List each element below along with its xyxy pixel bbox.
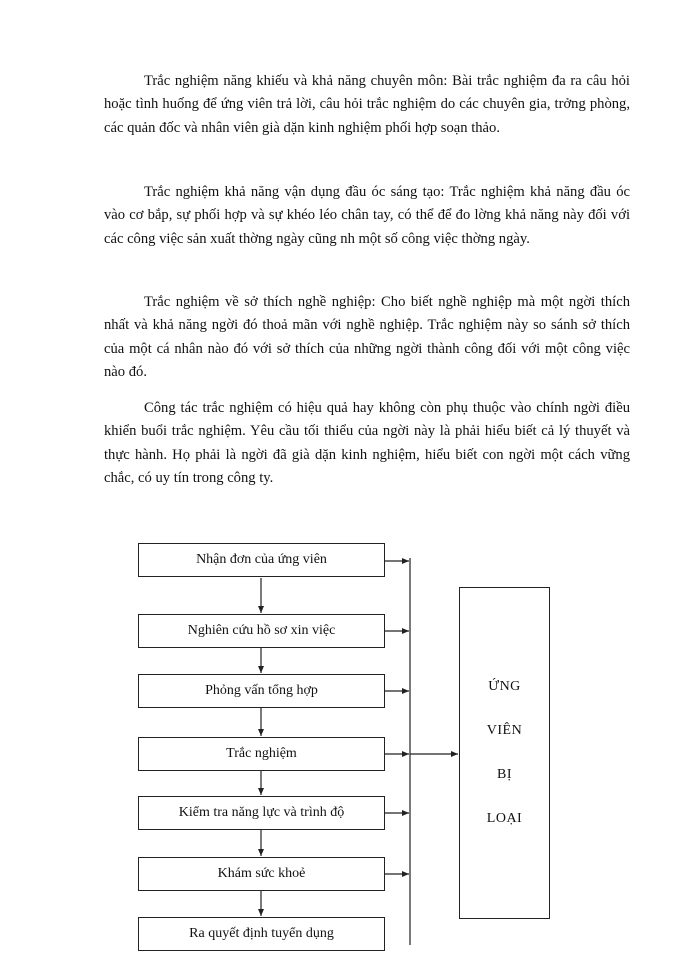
step-label: Trắc nghiệm: [226, 746, 297, 761]
step-label: Ra quyết định tuyển dụng: [189, 926, 334, 941]
paragraph-text: Công tác trắc nghiệm có hiệu quả hay không còn phụ thuộc vào chính ngời điều khiển buổi trắc nghiệm. Yêu cầu tối thiểu của ngời này là phải hiểu biết cả lý thuyết và thực hành. Họ phải là ngời đã già dặn kinh nghiệm, hiểu biết con ngời một cách vững chắc, có uy tín trong công ty.: [104, 400, 630, 487]
step-health-check: [138, 857, 385, 891]
paragraph-text: Trắc nghiệm về sở thích nghề nghiệp: Cho biết nghề nghiệp mà một ngời thích nhất và khả năng ngời đó thoả mãn với nghề nghiệp. Trắc nghiệm này so sánh sở thích của một cá nhân nào đó với sở thích của những ngời thành công đối với một công việc nào đó.: [104, 294, 630, 381]
step-testing: [138, 737, 385, 771]
step-label: Kiểm tra năng lực và trình độ: [178, 805, 345, 820]
step-label: Phỏng vấn tổng hợp: [205, 683, 318, 698]
reject-line: ỨNG: [488, 679, 521, 694]
step-general-interview: [138, 674, 385, 708]
step-label: Khám sức khoẻ: [217, 866, 306, 881]
reject-line: BỊ: [497, 767, 512, 782]
step-review-cv: [138, 614, 385, 648]
reject-line: LOẠI: [486, 811, 523, 826]
step-skill-check: [138, 796, 385, 830]
rejected-candidates-box: [459, 587, 550, 919]
step-label: Nhận đơn của ứng viên: [196, 552, 327, 567]
step-label: Nghiên cứu hồ sơ xin việc: [187, 623, 336, 638]
step-receive-application: [138, 543, 385, 577]
step-hiring-decision: [138, 917, 385, 951]
paragraph-text: Trắc nghiệm khả năng vận dụng đầu óc sáng tạo: Trắc nghiệm khả năng đầu óc vào cơ bắp, sự phối hợp và sự khéo léo chân tay, có thể để đo lờng khả năng này đối với các công việc sản xuất thờng ngày cũng nh một số công việc thờng ngày.: [104, 184, 630, 247]
paragraph-text: Trắc nghiệm năng khiếu và khả năng chuyên môn: Bài trắc nghiệm đa ra câu hỏi hoặc tình huống để ứng viên trả lời, câu hỏi trắc nghiệm do các chuyên gia, trởng phòng, các quản đốc và nhân viên già dặn kinh nghiệm phối hợp soạn thảo.: [104, 73, 630, 136]
reject-line: VIÊN: [486, 723, 523, 738]
